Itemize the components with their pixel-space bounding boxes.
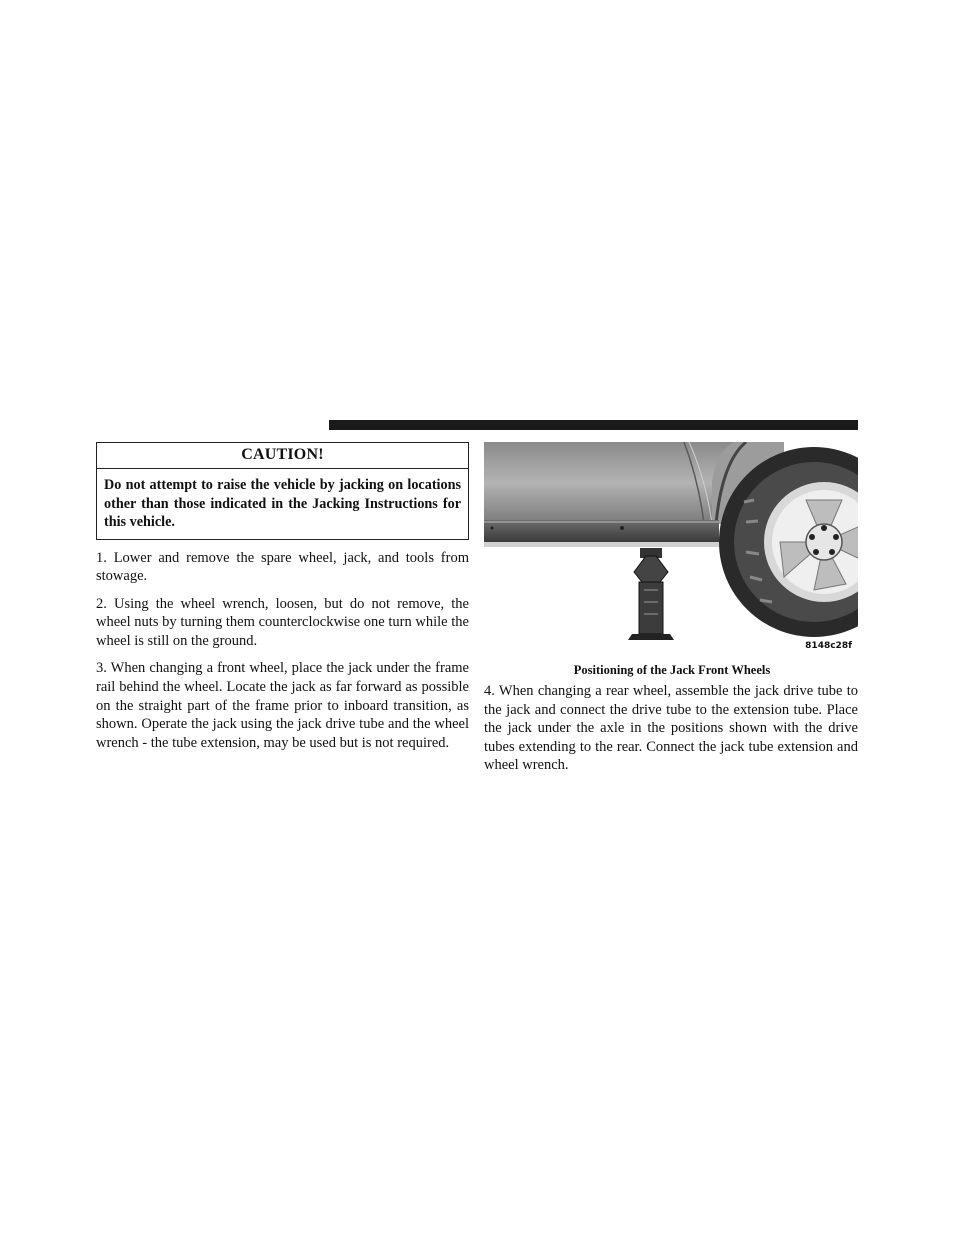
vehicle-jack-illustration-icon [484,442,858,657]
caution-title: CAUTION! [97,443,468,469]
step-1: 1. Lower and remove the spare wheel, jack, and tools from stowage. [96,549,469,585]
caution-body: Do not attempt to raise the vehicle by jacking on locations other than those indicated in the Jacking Instructions for this vehicle. [104,477,461,530]
left-column [96,442,469,752]
figure-caption: Positioning of the Jack Front Wheels [573,663,771,677]
caution-box [96,442,469,540]
figure-id-label: 8148c28f [805,641,852,651]
section-header-bar [329,420,858,430]
right-column [484,442,858,775]
step-4: 4. When changing a rear wheel, assemble the jack drive tube to the jack and connect the drive tube to the extension tube. Place the jack under the axle in the positions shown with the drive tubes extending to the rear. Connect the jack tube extension and wheel wrench. [484,683,858,774]
jack-icon [628,548,674,640]
step-2: 2. Using the wheel wrench, loosen, but do not remove, the wheel nuts by turning them counterclockwise one turn while the wheel is still on the ground. [96,595,469,649]
step-3: 3. When changing a front wheel, place the jack under the frame rail behind the wheel. Locate the jack as far forward as possible on the straight part of the frame prior to inboard transition, as shown. Operate the jack using the jack drive tube and the wheel wrench - the tube extension, may be used but is not required. [96,660,469,751]
jack-figure [484,442,858,657]
